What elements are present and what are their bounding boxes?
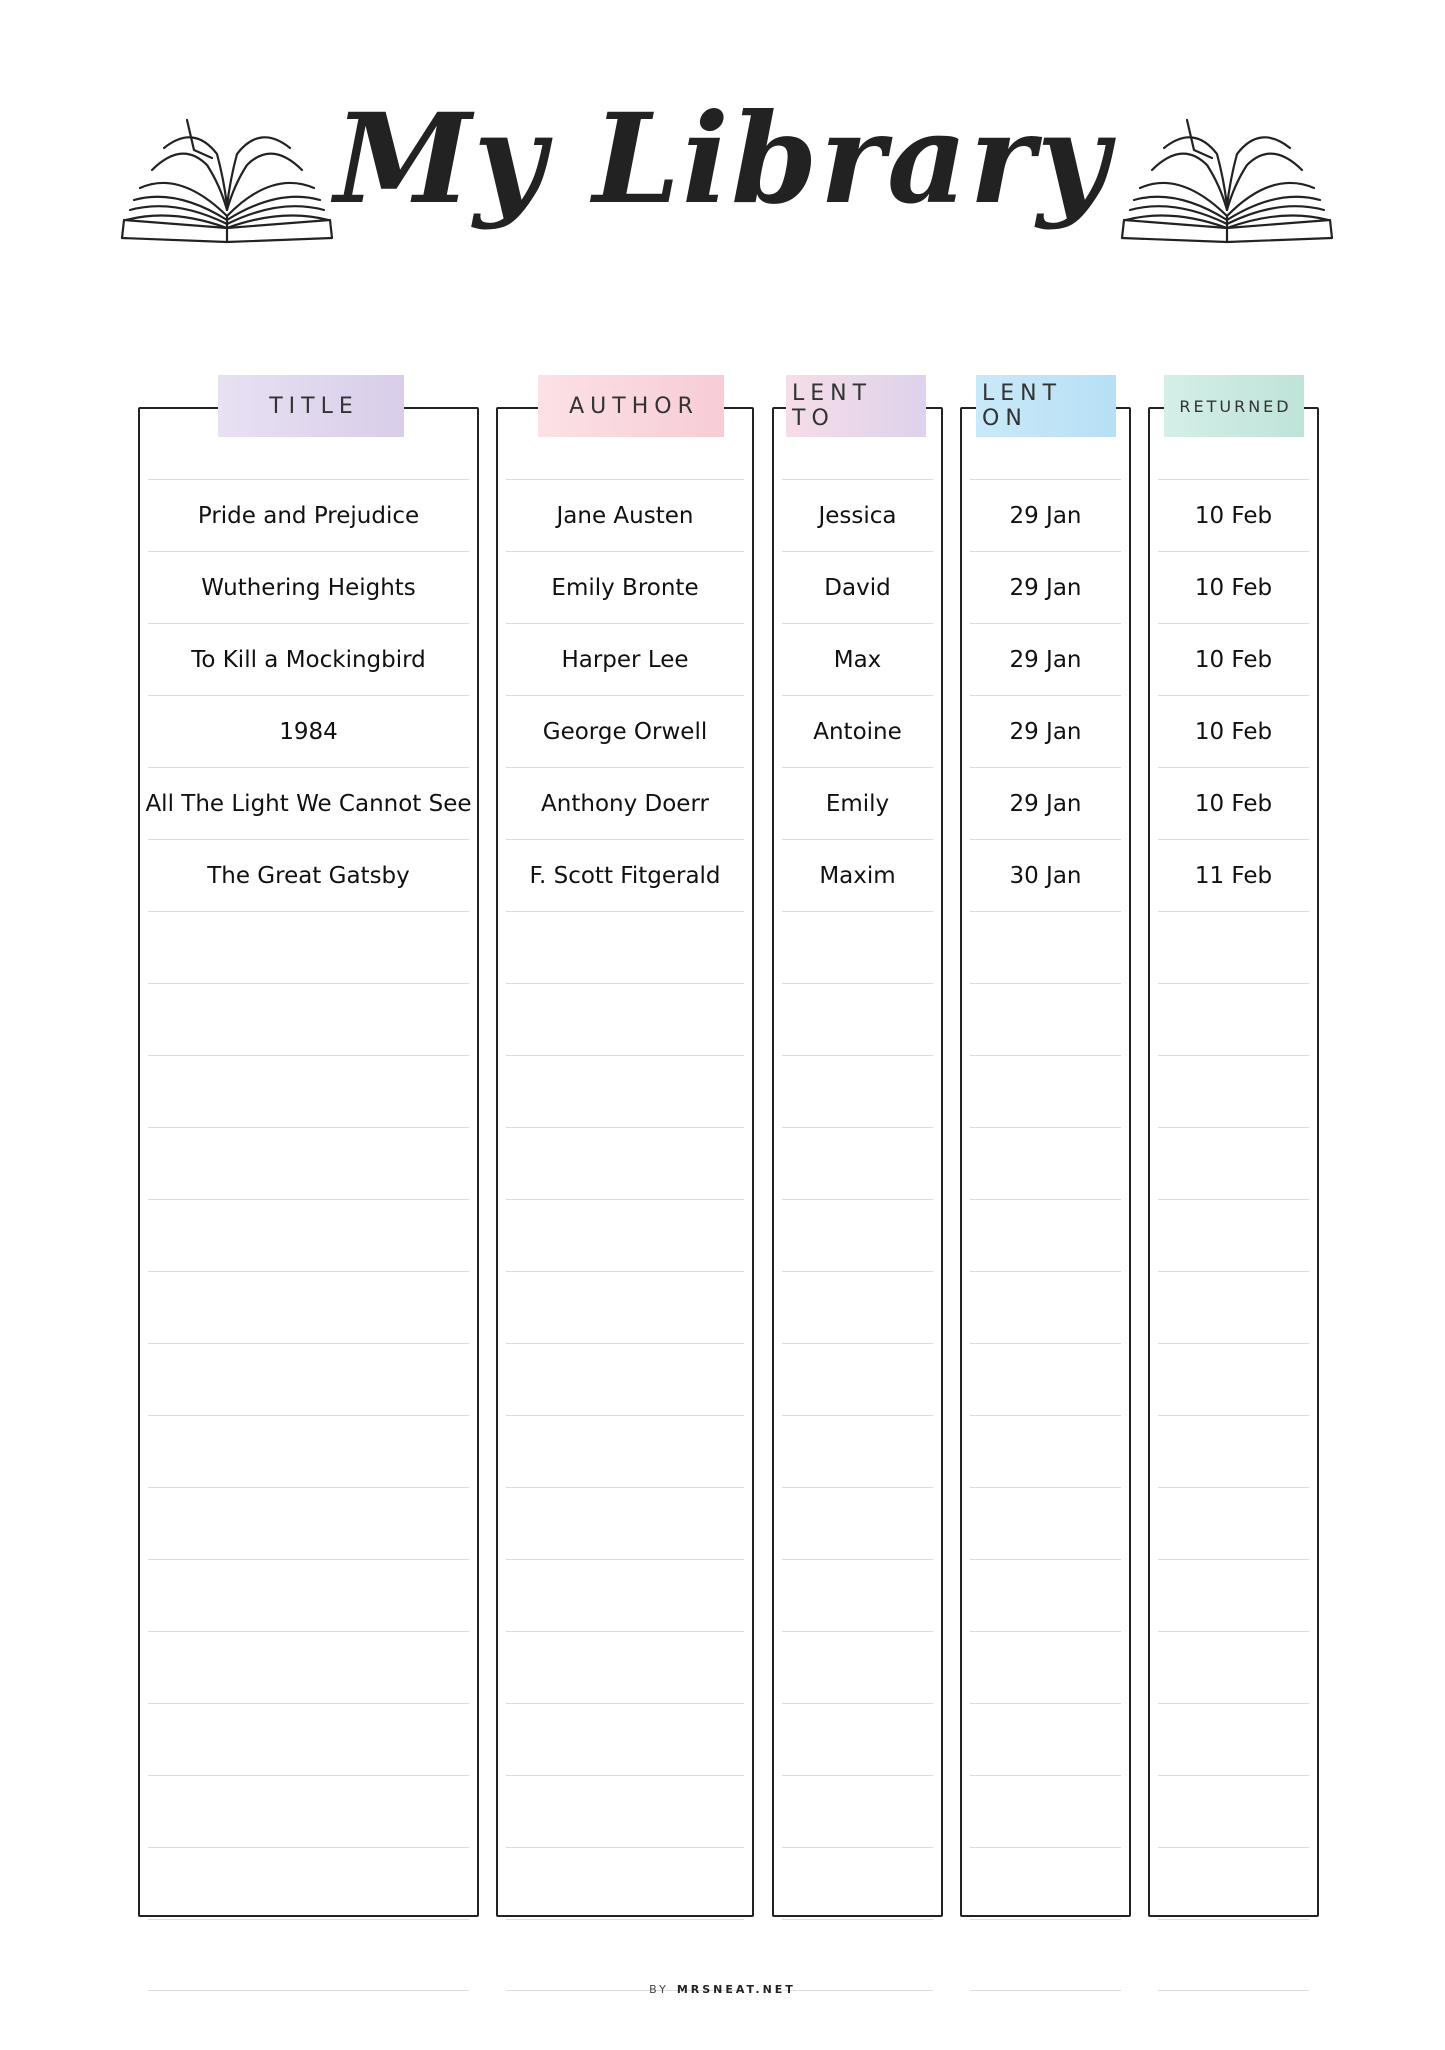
table-cell [148, 1127, 469, 1199]
column-title [138, 393, 479, 1917]
table-cell: Wuthering Heights [148, 551, 469, 623]
table-cell: 29 Jan [970, 551, 1121, 623]
table-cell [1158, 1055, 1309, 1127]
table-cell [1158, 1343, 1309, 1415]
table-cell: Antoine [782, 695, 933, 767]
table-cell: 1984 [148, 695, 469, 767]
table-cell [1158, 1631, 1309, 1703]
table-cell [506, 1631, 744, 1703]
table-cell: 29 Jan [970, 767, 1121, 839]
table-cell [782, 1199, 933, 1271]
header [0, 0, 1445, 300]
table-cell: The Great Gatsby [148, 839, 469, 911]
table-cell [970, 1703, 1121, 1775]
table-cell [506, 1487, 744, 1559]
table-cell: Emily Bronte [506, 551, 744, 623]
column-label-lent-to: LENT TO [786, 375, 926, 437]
rows-author [506, 479, 744, 1991]
table-cell: 10 Feb [1158, 695, 1309, 767]
rows-returned [1158, 479, 1309, 1991]
column-lent-on [960, 381, 1131, 1917]
table-cell [970, 1919, 1121, 1991]
table-cell [970, 983, 1121, 1055]
column-label-returned: RETURNED [1164, 375, 1304, 437]
table-cell [970, 1559, 1121, 1631]
table-cell [1158, 1415, 1309, 1487]
table-cell [1158, 1127, 1309, 1199]
table-cell: 29 Jan [970, 695, 1121, 767]
table-cell [506, 1271, 744, 1343]
table-cell [782, 1559, 933, 1631]
table-cell [782, 1487, 933, 1559]
table-cell [148, 983, 469, 1055]
table-cell: George Orwell [506, 695, 744, 767]
table-cell [506, 1847, 744, 1919]
table-cell [1158, 1703, 1309, 1775]
table-cell [506, 1415, 744, 1487]
table-cell: Jessica [782, 479, 933, 551]
table-cell: Jane Austen [506, 479, 744, 551]
table-cell: 29 Jan [970, 479, 1121, 551]
table-cell: Anthony Doerr [506, 767, 744, 839]
table-cell: F. Scott Fitgerald [506, 839, 744, 911]
footer-by: BY [649, 1983, 669, 1996]
table-cell [970, 911, 1121, 983]
table-cell [148, 1415, 469, 1487]
column-label-author: AUTHOR [538, 375, 724, 437]
table-cell [148, 1343, 469, 1415]
table-cell: Maxim [782, 839, 933, 911]
table-cell [970, 1271, 1121, 1343]
column-author [496, 393, 754, 1917]
table-cell [506, 1703, 744, 1775]
table-cell: 10 Feb [1158, 767, 1309, 839]
table-cell [506, 1559, 744, 1631]
column-returned [1148, 396, 1319, 1917]
table-cell [148, 911, 469, 983]
page-title: My Library [334, 87, 1111, 232]
table-cell [970, 1055, 1121, 1127]
table-cell [1158, 1847, 1309, 1919]
table-cell [1158, 1559, 1309, 1631]
table-cell [970, 1487, 1121, 1559]
table-cell [1158, 911, 1309, 983]
table-cell [970, 1199, 1121, 1271]
table-cell [506, 1343, 744, 1415]
rows-lent-to [782, 479, 933, 1991]
table-cell [506, 1919, 744, 1991]
footer [0, 1983, 1445, 1996]
table-cell [782, 1775, 933, 1847]
open-book-icon [1112, 110, 1342, 250]
rows-title [145, 479, 472, 1991]
table-cell [506, 1127, 744, 1199]
table-cell: 11 Feb [1158, 839, 1309, 911]
footer-site: MRSNEAT.NET [676, 1983, 796, 1996]
table-cell [148, 1559, 469, 1631]
table-cell [1158, 1199, 1309, 1271]
table-cell: Pride and Prejudice [148, 479, 469, 551]
column-label-lent-on: LENT ON [976, 375, 1116, 437]
table-cell [970, 1127, 1121, 1199]
table-cell [148, 1271, 469, 1343]
table-cell [782, 1271, 933, 1343]
table-cell [1158, 983, 1309, 1055]
table-cell [970, 1775, 1121, 1847]
table-cell [148, 1847, 469, 1919]
table-cell: 10 Feb [1158, 479, 1309, 551]
table-cell [148, 1199, 469, 1271]
column-label-title: TITLE [218, 375, 404, 437]
table-cell: David [782, 551, 933, 623]
table-cell [506, 1055, 744, 1127]
table-cell [148, 1055, 469, 1127]
table-cell [782, 1127, 933, 1199]
table-cell [782, 1703, 933, 1775]
table-cell [148, 1703, 469, 1775]
table-cell [782, 911, 933, 983]
table-cell: Emily [782, 767, 933, 839]
table-cell [506, 911, 744, 983]
table-cell [1158, 1271, 1309, 1343]
table-cell [782, 1847, 933, 1919]
table-cell [1158, 1919, 1309, 1991]
table-cell [148, 1919, 469, 1991]
table-cell: 10 Feb [1158, 551, 1309, 623]
table-cell [506, 983, 744, 1055]
rows-lent-on [970, 479, 1121, 1991]
table-cell [782, 1631, 933, 1703]
table-cell [506, 1775, 744, 1847]
table-cell: Max [782, 623, 933, 695]
table-cell [782, 1343, 933, 1415]
column-lent-to [772, 381, 943, 1917]
table-cell: Harper Lee [506, 623, 744, 695]
table-cell: All The Light We Cannot See [148, 767, 469, 839]
table-cell [970, 1631, 1121, 1703]
table-cell [148, 1631, 469, 1703]
table-cell [970, 1415, 1121, 1487]
table-cell [970, 1847, 1121, 1919]
table-cell: 29 Jan [970, 623, 1121, 695]
table-cell [1158, 1775, 1309, 1847]
table-cell [506, 1199, 744, 1271]
table-cell: 30 Jan [970, 839, 1121, 911]
table-cell: To Kill a Mockingbird [148, 623, 469, 695]
table-cell [782, 1919, 933, 1991]
table-cell [148, 1487, 469, 1559]
table-cell [782, 1055, 933, 1127]
table-cell: 10 Feb [1158, 623, 1309, 695]
table-cell [148, 1775, 469, 1847]
table-cell [782, 1415, 933, 1487]
table-cell [782, 983, 933, 1055]
table-cell [970, 1343, 1121, 1415]
table-cell [1158, 1487, 1309, 1559]
